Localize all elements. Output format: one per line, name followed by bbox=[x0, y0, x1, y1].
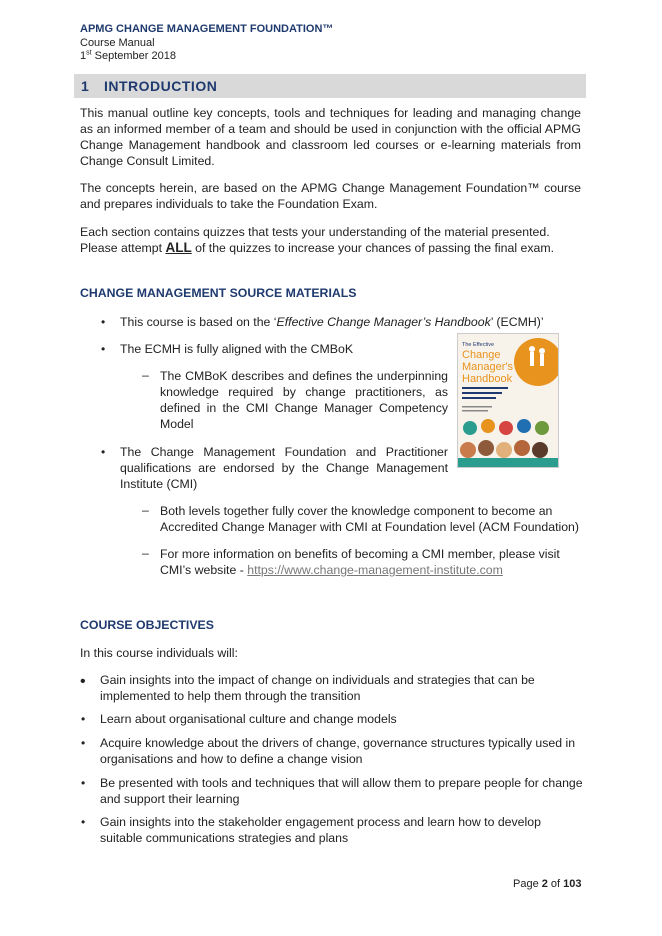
section-number: 1 bbox=[81, 78, 90, 94]
bullet-marker: • bbox=[101, 342, 106, 356]
bullet-marker: • bbox=[101, 445, 106, 459]
document-header-subtitle: Course Manual bbox=[80, 37, 155, 49]
source-subpoint-cmbok: The CMBoK describes and defines the underpinning knowledge required by change practitioners, as defined in the CMI Change Manager Competency Model bbox=[160, 369, 448, 431]
cover-line-2: Change bbox=[462, 349, 501, 361]
dash-marker: – bbox=[142, 368, 149, 382]
source-subpoint-levels: Both levels together fully cover the knowledge component to become an Accredited Change Manager with CMI at Foundation level (ACM Foundation) bbox=[160, 504, 579, 534]
document-header-date: 1st September 2018 bbox=[80, 49, 176, 62]
handbook-cover-image bbox=[457, 333, 559, 468]
handbook-cover-art bbox=[458, 334, 558, 467]
source-materials-heading: CHANGE MANAGEMENT SOURCE MATERIALS bbox=[80, 286, 357, 300]
objective-item-text: Acquire knowledge about the drivers of change, governance structures typically used in organisations and how to define a change vision bbox=[100, 736, 576, 766]
section-title: INTRODUCTION bbox=[104, 78, 218, 94]
source-bullet-ecmh: This course is based on the ‘Effective Change Manager’s Handbook’ (ECMH)’ bbox=[120, 315, 544, 329]
intro-paragraph-1: This manual outline key concepts, tools and techniques for leading and managing change as an informed member of a team and should be used in conjunction with the official APMG Change Management handbook and classroom led courses or e-learning materials from Change Consult Limited. bbox=[80, 106, 581, 168]
dash-marker: – bbox=[142, 546, 149, 560]
source-bullet-cmbok: The ECMH is fully aligned with the CMBoK bbox=[120, 342, 354, 356]
cover-line-1: The Effective bbox=[462, 342, 494, 348]
objective-item: • bbox=[81, 815, 86, 829]
source-bullet-cmi: The Change Management Foundation and Practitioner qualifications are endorsed by the Change Management Institute (CMI) bbox=[120, 445, 448, 491]
objective-item: • bbox=[81, 712, 86, 726]
document-header-title: APMG CHANGE MANAGEMENT FOUNDATION™ bbox=[80, 23, 334, 35]
cmi-website-link[interactable]: https://www.change-management-institute.com bbox=[247, 563, 503, 577]
objective-item: • bbox=[80, 673, 86, 690]
course-objectives-heading: COURSE OBJECTIVES bbox=[80, 618, 214, 632]
objective-item-text: Be presented with tools and techniques that will allow them to prepare people for change and support their learning bbox=[100, 776, 583, 806]
objective-item: • bbox=[81, 776, 86, 790]
intro-paragraph-2: The concepts herein, are based on the APMG Change Management Foundation™ course and prepares individuals to take the Foundation Exam. bbox=[80, 181, 581, 211]
all-emphasis: ALL bbox=[165, 240, 192, 255]
objectives-intro: In this course individuals will: bbox=[80, 646, 238, 660]
page-number: Page 2 of 103 bbox=[513, 878, 582, 890]
bullet-marker: • bbox=[101, 315, 106, 329]
dash-marker: – bbox=[142, 503, 149, 517]
objective-item-text: Learn about organisational culture and change models bbox=[100, 712, 397, 726]
objective-item-text: Gain insights into the impact of change on individuals and strategies that can be implemented to help them through the transition bbox=[100, 673, 535, 703]
objective-item-text: Gain insights into the stakeholder engagement process and learn how to develop suitable communications strategies and plans bbox=[100, 815, 541, 845]
cover-line-4: Handbook bbox=[462, 373, 513, 385]
cover-line-3: Manager's bbox=[462, 361, 514, 373]
objective-item: • bbox=[81, 736, 86, 750]
source-subpoint-website: For more information on benefits of becoming a CMI member, please visit CMI’s website - https://www.change-management-institute.com bbox=[160, 547, 560, 577]
intro-paragraph-3: Each section contains quizzes that tests your understanding of the material presented. Please attempt ALL of the quizzes to increase your chances of passing the final exam. bbox=[80, 225, 554, 255]
